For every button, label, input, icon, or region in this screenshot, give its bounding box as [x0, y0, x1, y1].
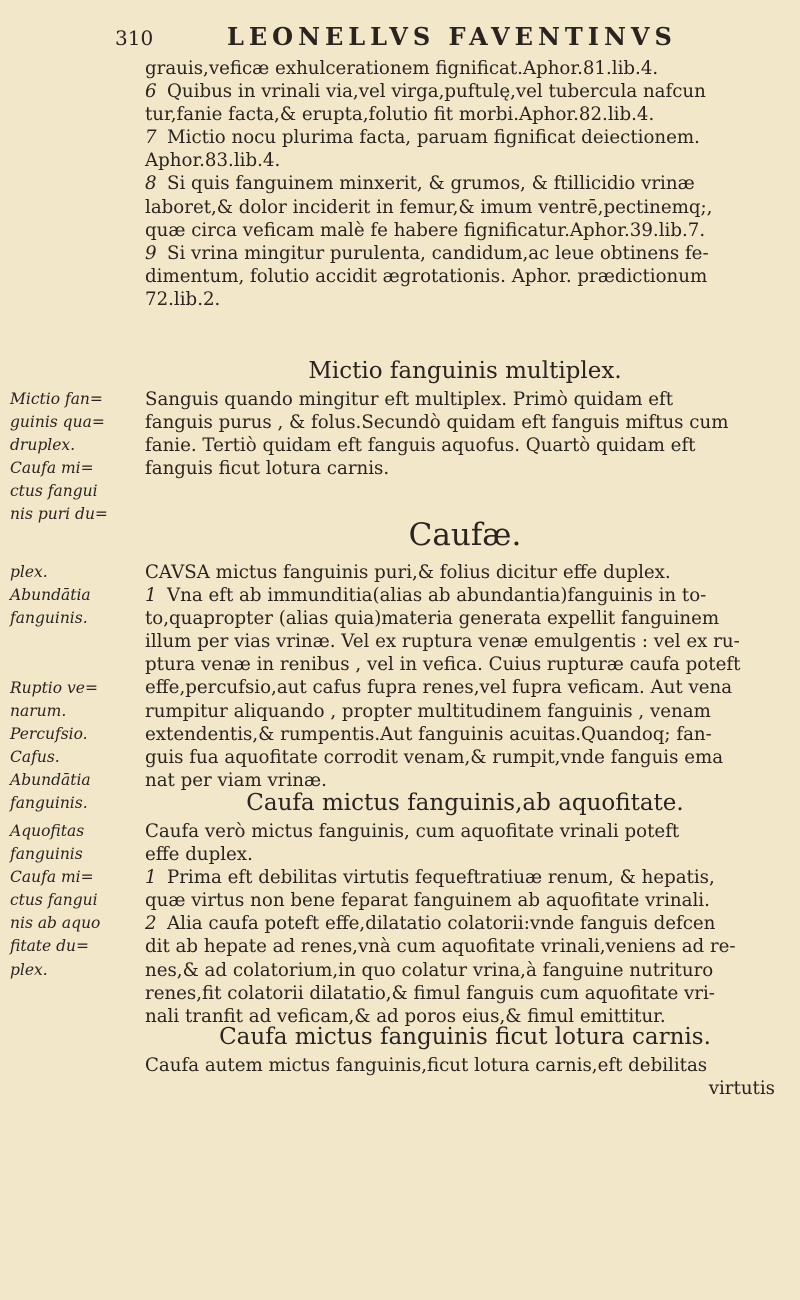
paragraph	[145, 1054, 785, 1100]
text-line: guis fua aquofitate corrodit venam,& rumpit,vnde fanguis ema	[145, 746, 724, 768]
text-line: illum per vias vrinæ. Vel ex ruptura venæ emulgentis : vel ex ru-	[145, 631, 740, 653]
margin-note: Aquofitas fanguinis Caufa mi= ctus fangui nis ab aquo fitate du= plex.	[10, 822, 101, 979]
aphorism-number: 6	[145, 81, 157, 103]
text-line: Caufa autem mictus fanguinis,ficut lotura carnis,eft debilitas	[145, 1055, 708, 1076]
text-line: Sanguis quando mingitur eft multiplex. Primò quidam eft	[145, 389, 674, 410]
text-line: quæ circa veficam malè fe habere fignificatur.Aphor.39.lib.7.	[145, 219, 706, 241]
text-line: 1 Vna eft ab immunditia(alias ab abundantia)fanguinis in to-	[145, 585, 707, 607]
text-line: tur,fanie facta,& erupta,folutio fit morbi.Aphor.82.lib.4.	[145, 104, 655, 126]
text-line: 2 Alia caufa poteft effe,dilatatio colatorii:vnde fanguis defcen	[145, 913, 716, 935]
text-line: renes,fit colatorii dilatatio,& fimul fanguis cum aquofitate vri-	[145, 982, 715, 1004]
text-line: grauis,veficæ exhulcerationem fignificat.Aphor.81.lib.4.	[145, 58, 659, 79]
text-line: 72.lib.2.	[145, 288, 221, 310]
text-line: effe,percufsio,aut cafus fupra renes,vel fupra veficam. Aut vena	[145, 677, 733, 699]
text-line: 9 Si vrina mingitur purulenta, candidum,ac leue obtinens fe-	[145, 242, 709, 264]
text-line: laboret,& dolor inciderit in femur,& imum ventrē,pectinemq;,	[145, 196, 713, 218]
text-line: effe duplex.	[145, 844, 253, 866]
text-line: ptura venæ in renibus , vel in vefica. Cuius rupturæ caufa poteft	[145, 654, 741, 676]
margin-note: Ruptio ve= narum. Percufsio. Cafus. Abundātia fanguinis.	[10, 679, 98, 813]
paragraph	[145, 561, 785, 792]
section-heading: Caufa mictus fanguinis,ab aquofitate.	[246, 790, 684, 816]
margin-note: plex. Abundātia fanguinis.	[10, 563, 91, 628]
text-line: dimentum, folutio accidit ægrotationis. Aphor. prædictionum	[145, 265, 708, 287]
text-line: Caufa verò mictus fanguinis, cum aquofitate vrinali poteft	[145, 821, 680, 842]
aphorism-number: 9	[145, 242, 157, 264]
aphorism-block	[145, 57, 785, 311]
text-line: nat per viam vrinæ.	[145, 769, 327, 791]
margin-note: Mictio fan= guinis qua= druplex. Caufa mi= ctus fangui nis puri du=	[10, 390, 108, 524]
text-line: nes,& ad colatorium,in quo colatur vrina,à fanguine nutrituro	[145, 959, 714, 981]
text-line: quæ virtus non bene feparat fanguinem ab aquofitate vrinali.	[145, 890, 710, 912]
text-line: rumpitur aliquando , propter multitudinem fanguinis , venam	[145, 700, 711, 722]
text-line: to,quapropter (alias quia)materia generata expellit fanguinem	[145, 608, 720, 630]
text-line: fanguis purus , & folus.Secundò quidam eft fanguis miftus cum	[145, 412, 729, 434]
text-line: nali tranfit ad veficam,& ad poros eius,& fimul emittitur.	[145, 1005, 666, 1027]
text-line: 6 Quibus in vrinali via,vel virga,puftulę,vel tubercula nafcun	[145, 81, 706, 103]
text-line: Aphor.83.lib.4.	[145, 150, 281, 172]
paragraph	[145, 388, 785, 480]
section-heading-causae: Caufæ.	[408, 517, 522, 553]
text-line: 7 Mictio nocu plurima facta, paruam fignificat deiectionem.	[145, 127, 700, 149]
aphorism-number: 8	[145, 173, 157, 195]
text-line: 1 Prima eft debilitas virtutis fequeftratiuæ renum, & hepatis,	[145, 867, 715, 889]
text-line: dit ab hepate ad renes,vnà cum aquofitate vrinali,veniens ad re-	[145, 936, 736, 958]
item-number: 1	[145, 585, 157, 607]
item-number: 1	[145, 867, 157, 889]
page-number: 310	[115, 26, 154, 50]
text-line: fanguis ficut lotura carnis.	[145, 458, 390, 480]
section-heading: Caufa mictus fanguinis ficut lotura carnis.	[219, 1024, 711, 1050]
text-line: CAVSA mictus fanguinis puri,& folius dicitur effe duplex.	[145, 562, 671, 583]
page-header	[115, 22, 715, 52]
aphorism-number: 7	[145, 127, 157, 149]
item-number: 2	[145, 913, 157, 935]
text-line: extendentis,& rumpentis.Aut fanguinis acuitas.Quandoq; fan-	[145, 723, 712, 745]
section-heading: Mictio fanguinis multiplex.	[308, 358, 622, 384]
paragraph	[145, 820, 785, 1028]
text-line: 8 Si quis fanguinem minxerit, & grumos, & ftillicidio vrinæ	[145, 173, 695, 195]
running-title: LEONELLVS FAVENTINVS	[227, 22, 677, 51]
catchword: virtutis	[708, 1078, 775, 1100]
text-line: fanie. Tertiò quidam eft fanguis aquofus. Quartò quidam eft	[145, 435, 696, 457]
